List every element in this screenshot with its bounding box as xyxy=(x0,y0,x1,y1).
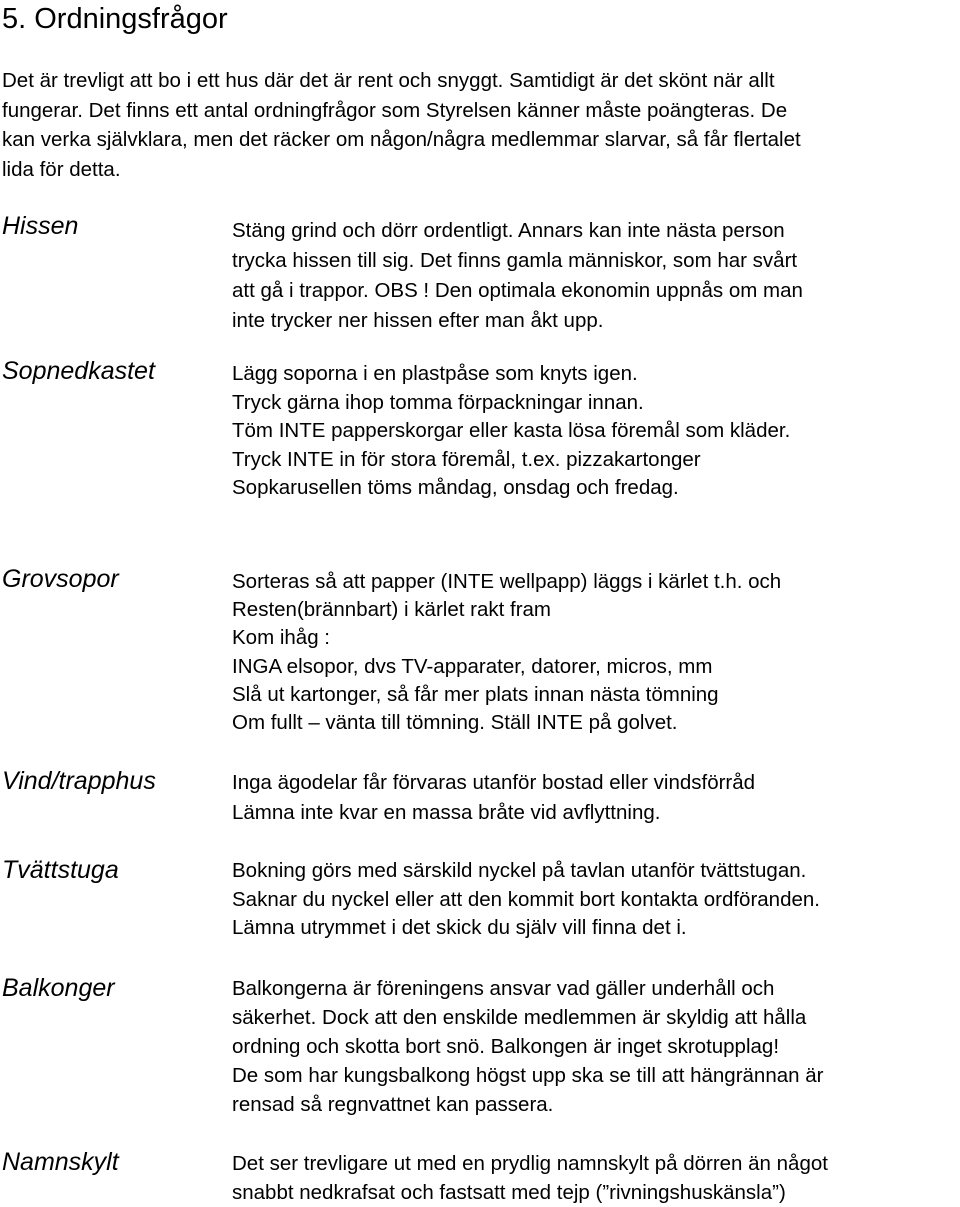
intro-paragraph xyxy=(2,66,952,184)
intro-line: fungerar. Det finns ett antal ordningfrågor som Styrelsen känner måste poängteras. De xyxy=(2,98,788,122)
section-label-sopnedkastet: Sopnedkastet xyxy=(2,357,155,385)
body-line: Stäng grind och dörr ordentligt. Annars kan inte nästa person xyxy=(232,219,785,242)
body-line: Sorteras så att papper (INTE wellpapp) läggs i kärlet t.h. och xyxy=(232,570,782,593)
body-line: Det ser trevligare ut med en prydlig namnskylt på dörren än något xyxy=(232,1152,828,1175)
body-line: ordning och skotta bort snö. Balkongen är inget skrotupplag! xyxy=(232,1035,780,1058)
body-line: snabbt nedkrafsat och fastsatt med tejp (”rivningshuskänsla”) xyxy=(232,1181,786,1204)
body-line: Bokning görs med särskild nyckel på tavlan utanför tvättstugan. xyxy=(232,859,807,882)
page-title: 5. Ordningsfrågor xyxy=(2,3,228,35)
intro-line: kan verka självklara, men det räcker om någon/några medlemmar slarvar, så får flertalet xyxy=(2,128,801,151)
section-label-vind-trapphus: Vind/trapphus xyxy=(2,767,156,795)
body-line: Slå ut kartonger, så får mer plats innan nästa tömning xyxy=(232,682,719,706)
body-line: Tryck INTE in för stora föremål, t.ex. pizzakartonger xyxy=(232,447,701,471)
section-body-vind-trapphus xyxy=(232,768,952,828)
body-line: Balkongerna är föreningens ansvar vad gäller underhåll och xyxy=(232,977,775,1000)
body-line: Resten(brännbart) i kärlet rakt fram xyxy=(232,598,552,622)
section-body-balkonger xyxy=(232,974,952,1119)
body-line: rensad så regnvattnet kan passera. xyxy=(232,1093,554,1116)
section-label-balkonger: Balkonger xyxy=(2,974,115,1002)
section-body-namnskylt xyxy=(232,1149,952,1207)
section-body-grovsopor xyxy=(232,568,952,737)
body-line: säkerhet. Dock att den enskilde medlemmen är skyldig att hålla xyxy=(232,1006,807,1029)
body-line: Tryck gärna ihop tomma förpackningar innan. xyxy=(232,390,644,414)
body-line: Töm INTE papperskorgar eller kasta lösa föremål som kläder. xyxy=(232,419,791,442)
body-line: Lägg soporna i en plastpåse som knyts igen. xyxy=(232,362,638,385)
section-label-grovsopor: Grovsopor xyxy=(2,565,119,593)
body-line: De som har kungsbalkong högst upp ska se till att hängrännan är xyxy=(232,1064,824,1087)
body-line: Om fullt – vänta till tömning. Ställ INTE på golvet. xyxy=(232,711,678,735)
body-line: Sopkarusellen töms måndag, onsdag och fredag. xyxy=(232,476,679,499)
section-body-tvattstuga xyxy=(232,857,952,943)
intro-line: Det är trevligt att bo i ett hus där det är rent och snyggt. Samtidigt är det skönt när allt xyxy=(2,69,775,92)
section-label-hissen: Hissen xyxy=(2,212,79,240)
body-line: inte trycker ner hissen efter man åkt upp. xyxy=(232,309,604,332)
body-line: Inga ägodelar får förvaras utanför bostad eller vindsförråd xyxy=(232,771,756,794)
section-body-hissen xyxy=(232,216,952,336)
body-line: Lämna utrymmet i det skick du själv vill finna det i. xyxy=(232,916,687,939)
section-label-tvattstuga: Tvättstuga xyxy=(2,856,119,884)
body-line: Lämna inte kvar en massa bråte vid avflyttning. xyxy=(232,801,661,824)
body-line: Kom ihåg : xyxy=(232,626,330,650)
body-line: INGA elsopor, dvs TV-apparater, datorer, micros, mm xyxy=(232,654,713,678)
section-body-sopnedkastet xyxy=(232,360,952,503)
intro-line: lida för detta. xyxy=(2,157,121,181)
section-label-namnskylt: Namnskylt xyxy=(2,1148,119,1176)
body-line: Saknar du nyckel eller att den kommit bort kontakta ordföranden. xyxy=(232,887,820,911)
body-line: att gå i trappor. OBS ! Den optimala ekonomin uppnås om man xyxy=(232,279,803,302)
body-line: trycka hissen till sig. Det finns gamla människor, som har svårt xyxy=(232,249,798,272)
